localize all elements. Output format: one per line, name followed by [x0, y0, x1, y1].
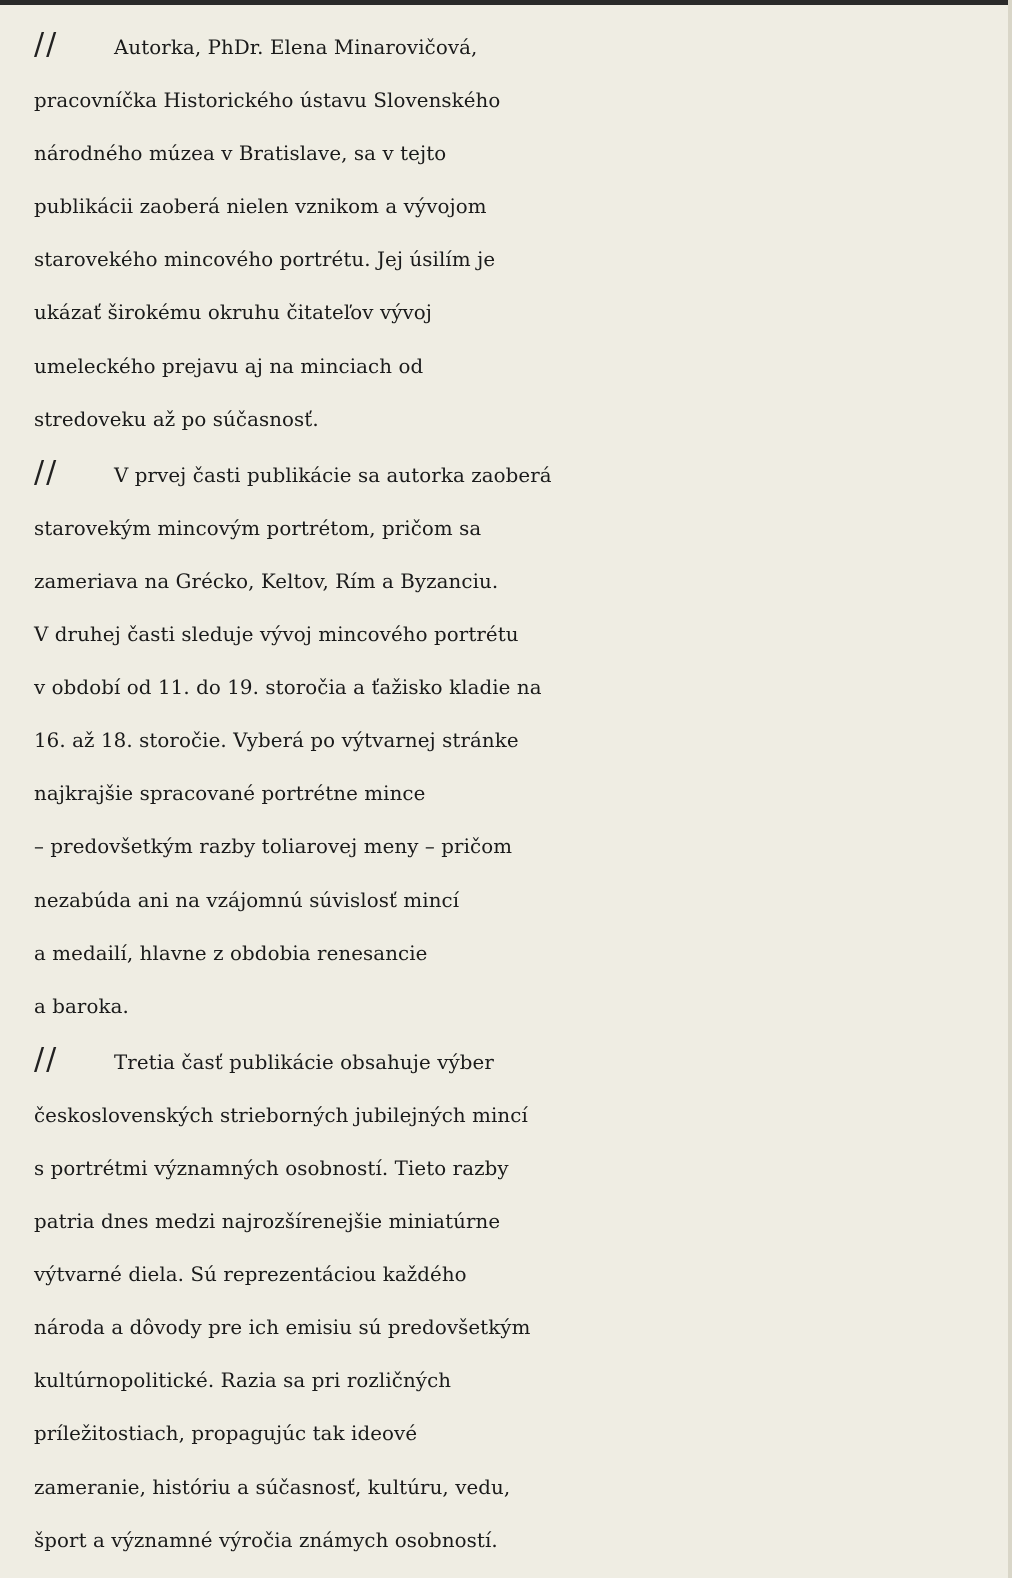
- text-line: československých strieborných jubilejných mincí: [34, 1103, 528, 1127]
- text-line: stredoveku až po súčasnosť.: [34, 407, 319, 431]
- text-line: – predovšetkým razby toliarovej meny – pričom: [34, 835, 513, 859]
- text-line: národa a dôvody pre ich emisiu sú predovšetkým: [34, 1316, 531, 1340]
- text-line: kultúrnopolitické. Razia sa pri rozličných: [34, 1369, 452, 1393]
- paragraph-third-part: [34, 1033, 994, 1567]
- text-line: a baroka.: [34, 994, 129, 1018]
- text-line: zameriava na Grécko, Keltov, Rím a Byzanciu.: [34, 569, 499, 593]
- text-line: pracovníčka Historického ústavu Slovenského: [34, 89, 501, 113]
- text-line: šport a významné výročia známych osobností.: [34, 1528, 498, 1552]
- text-line: starovekým mincovým portrétom, pričom sa: [34, 516, 482, 540]
- paragraph-marker: //: [34, 27, 59, 62]
- paragraph-author: [34, 18, 994, 446]
- text-line: V druhej časti sleduje vývoj mincového portrétu: [34, 623, 519, 647]
- text-line: národného múzea v Bratislave, sa v tejto: [34, 142, 447, 166]
- paragraph-first-second-part: [34, 446, 994, 1033]
- text-line: najkrajšie spracované portrétne mince: [34, 782, 426, 806]
- paragraph-marker: //: [34, 1041, 59, 1077]
- text-line: príležitostiach, propagujúc tak ideové: [34, 1422, 418, 1446]
- text-line: publikácii zaoberá nielen vznikom a vývojom: [34, 195, 487, 219]
- text-line: ukázať širokému okruhu čitateľov vývoj: [34, 301, 433, 325]
- text-line: umeleckého prejavu aj na minciach od: [34, 354, 424, 378]
- text-line: 16. až 18. storočie. Vyberá po výtvarnej stránke: [34, 729, 519, 753]
- text-line: // V prvej časti publikácie sa autorka zaoberá: [34, 446, 994, 502]
- text-line: a medailí, hlavne z obdobia renesancie: [34, 941, 428, 965]
- text-line: nezabúda ani na vzájomnú súvislosť mincí: [34, 888, 460, 912]
- document-page: [34, 18, 994, 1567]
- text-line: s portrétmi významných osobností. Tieto razby: [34, 1156, 509, 1180]
- text-line: starovekého mincového portrétu. Jej úsilím je: [34, 248, 496, 272]
- text-line: // Tretia časť publikácie obsahuje výber: [34, 1033, 994, 1089]
- paragraph-marker: //: [34, 454, 59, 490]
- text-line: patria dnes medzi najrozšírenejšie miniatúrne: [34, 1210, 501, 1234]
- text-line: výtvarné diela. Sú reprezentáciou každého: [34, 1263, 467, 1287]
- page-top-edge: [0, 0, 1012, 5]
- text-line: v období od 11. do 19. storočia a ťažisko kladie na: [34, 676, 542, 700]
- text-line: // Autorka, PhDr. Elena Minarovičová,: [34, 18, 994, 74]
- text-line: zameranie, históriu a súčasnosť, kultúru, vedu,: [34, 1475, 511, 1499]
- page-right-edge: [1008, 0, 1012, 1578]
